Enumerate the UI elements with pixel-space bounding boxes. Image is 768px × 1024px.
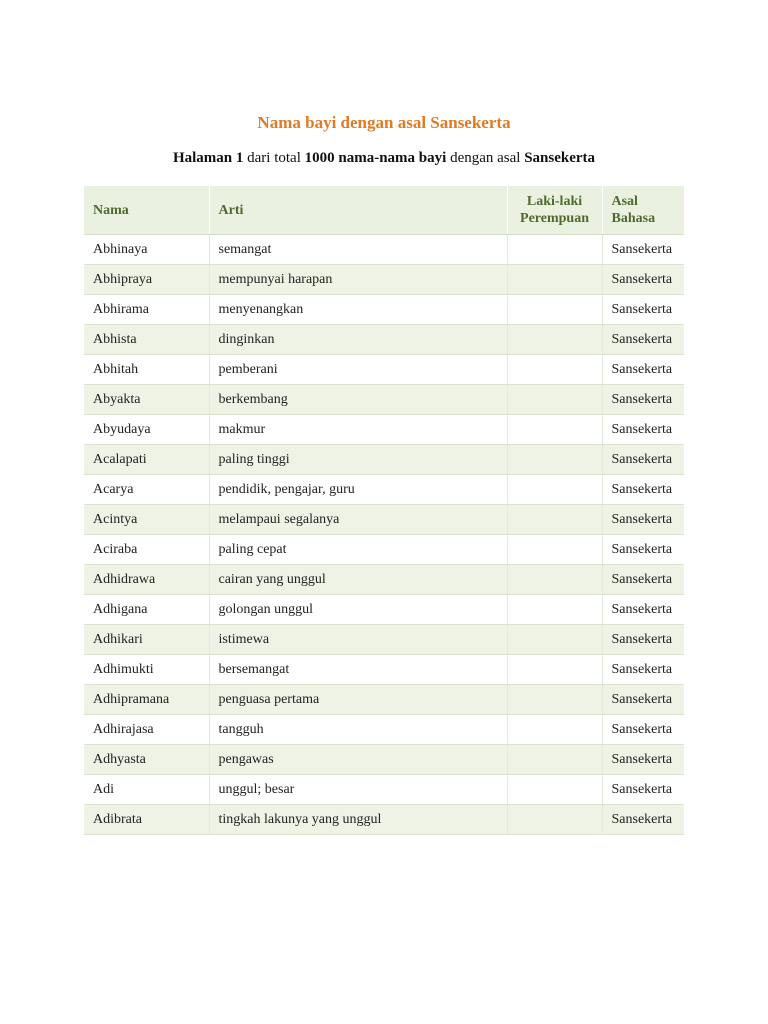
- meaning-cell: paling tinggi: [209, 445, 507, 475]
- gender-cell: [507, 295, 602, 325]
- name-cell: Aciraba: [84, 535, 209, 565]
- table-row: [84, 745, 684, 775]
- table-row: [84, 655, 684, 685]
- name-cell: Adhirajasa: [84, 715, 209, 745]
- name-cell: Adhigana: [84, 595, 209, 625]
- name-cell: Abhitah: [84, 355, 209, 385]
- origin-cell: Sansekerta: [602, 535, 684, 565]
- column-header-asal: [602, 186, 684, 235]
- origin-label: Sansekerta: [524, 150, 596, 166]
- name-cell: Abhinaya: [84, 235, 209, 265]
- meaning-cell: makmur: [209, 415, 507, 445]
- meaning-cell: berkembang: [209, 385, 507, 415]
- origin-cell: Sansekerta: [602, 265, 684, 295]
- table-row: [84, 715, 684, 745]
- gender-cell: [507, 685, 602, 715]
- meaning-cell: tingkah lakunya yang unggul: [209, 805, 507, 835]
- gender-cell: [507, 325, 602, 355]
- origin-cell: Sansekerta: [602, 295, 684, 325]
- names-table: [84, 186, 684, 835]
- subtitle-text-2: dengan asal: [446, 150, 525, 166]
- table-row: [84, 505, 684, 535]
- gender-cell: [507, 445, 602, 475]
- name-cell: Abyudaya: [84, 415, 209, 445]
- origin-cell: Sansekerta: [602, 385, 684, 415]
- meaning-cell: penguasa pertama: [209, 685, 507, 715]
- name-cell: Abhipraya: [84, 265, 209, 295]
- page-title: Nama bayi dengan asal Sansekerta: [257, 113, 511, 132]
- name-cell: Acintya: [84, 505, 209, 535]
- origin-cell: Sansekerta: [602, 805, 684, 835]
- table-row: [84, 535, 684, 565]
- table-row: [84, 385, 684, 415]
- gender-cell: [507, 415, 602, 445]
- gender-cell: [507, 625, 602, 655]
- gender-cell: [507, 235, 602, 265]
- meaning-cell: istimewa: [209, 625, 507, 655]
- table-header-row: [84, 186, 684, 235]
- gender-cell: [507, 505, 602, 535]
- origin-cell: Sansekerta: [602, 355, 684, 385]
- name-cell: Acarya: [84, 475, 209, 505]
- page-number-label: Halaman 1: [172, 150, 244, 166]
- origin-cell: Sansekerta: [602, 415, 684, 445]
- subtitle-text-1: dari total: [243, 150, 305, 166]
- name-cell: Acalapati: [84, 445, 209, 475]
- table-row: [84, 415, 684, 445]
- name-cell: Adhipramana: [84, 685, 209, 715]
- origin-cell: Sansekerta: [602, 475, 684, 505]
- meaning-cell: mempunyai harapan: [209, 265, 507, 295]
- meaning-cell: unggul; besar: [209, 775, 507, 805]
- gender-header-line2: Perempuan: [520, 211, 589, 226]
- column-header-gender: [507, 186, 602, 235]
- gender-header-line1: Laki-laki: [526, 194, 583, 209]
- table-row: [84, 775, 684, 805]
- gender-cell: [507, 265, 602, 295]
- name-cell: Abyakta: [84, 385, 209, 415]
- table-row: [84, 685, 684, 715]
- meaning-cell: pendidik, pengajar, guru: [209, 475, 507, 505]
- column-header-arti: Arti: [209, 186, 507, 235]
- gender-cell: [507, 355, 602, 385]
- meaning-cell: bersemangat: [209, 655, 507, 685]
- meaning-cell: paling cepat: [209, 535, 507, 565]
- table-row: [84, 565, 684, 595]
- table-row: [84, 475, 684, 505]
- table-row: [84, 595, 684, 625]
- name-cell: Adibrata: [84, 805, 209, 835]
- table-row: [84, 355, 684, 385]
- meaning-cell: cairan yang unggul: [209, 565, 507, 595]
- table-row: [84, 295, 684, 325]
- total-count-label: 1000 nama-nama bayi: [304, 150, 447, 166]
- gender-cell: [507, 475, 602, 505]
- origin-cell: Sansekerta: [602, 445, 684, 475]
- table-row: [84, 625, 684, 655]
- page-subtitle: [0, 150, 768, 167]
- meaning-cell: semangat: [209, 235, 507, 265]
- table-row: [84, 265, 684, 295]
- origin-cell: Sansekerta: [602, 655, 684, 685]
- meaning-cell: pengawas: [209, 745, 507, 775]
- origin-cell: Sansekerta: [602, 595, 684, 625]
- origin-cell: Sansekerta: [602, 685, 684, 715]
- gender-cell: [507, 745, 602, 775]
- meaning-cell: melampaui segalanya: [209, 505, 507, 535]
- name-cell: Abhirama: [84, 295, 209, 325]
- name-cell: Adhikari: [84, 625, 209, 655]
- asal-header-line1: Asal: [611, 194, 638, 209]
- origin-cell: Sansekerta: [602, 235, 684, 265]
- gender-cell: [507, 775, 602, 805]
- column-header-nama: Nama: [84, 186, 209, 235]
- name-cell: Adhimukti: [84, 655, 209, 685]
- origin-cell: Sansekerta: [602, 625, 684, 655]
- meaning-cell: menyenangkan: [209, 295, 507, 325]
- meaning-cell: tangguh: [209, 715, 507, 745]
- table-row: [84, 325, 684, 355]
- meaning-cell: pemberani: [209, 355, 507, 385]
- name-cell: Abhista: [84, 325, 209, 355]
- gender-cell: [507, 655, 602, 685]
- gender-cell: [507, 805, 602, 835]
- origin-cell: Sansekerta: [602, 565, 684, 595]
- name-cell: Adhidrawa: [84, 565, 209, 595]
- origin-cell: Sansekerta: [602, 505, 684, 535]
- table-row: [84, 805, 684, 835]
- origin-cell: Sansekerta: [602, 325, 684, 355]
- gender-cell: [507, 535, 602, 565]
- gender-cell: [507, 595, 602, 625]
- origin-cell: Sansekerta: [602, 715, 684, 745]
- origin-cell: Sansekerta: [602, 775, 684, 805]
- name-cell: Adhyasta: [84, 745, 209, 775]
- table-body: [84, 235, 684, 835]
- table-row: [84, 445, 684, 475]
- meaning-cell: golongan unggul: [209, 595, 507, 625]
- table-row: [84, 235, 684, 265]
- origin-cell: Sansekerta: [602, 745, 684, 775]
- meaning-cell: dinginkan: [209, 325, 507, 355]
- gender-cell: [507, 715, 602, 745]
- asal-header-line2: Bahasa: [611, 211, 656, 226]
- name-cell: Adi: [84, 775, 209, 805]
- gender-cell: [507, 385, 602, 415]
- gender-cell: [507, 565, 602, 595]
